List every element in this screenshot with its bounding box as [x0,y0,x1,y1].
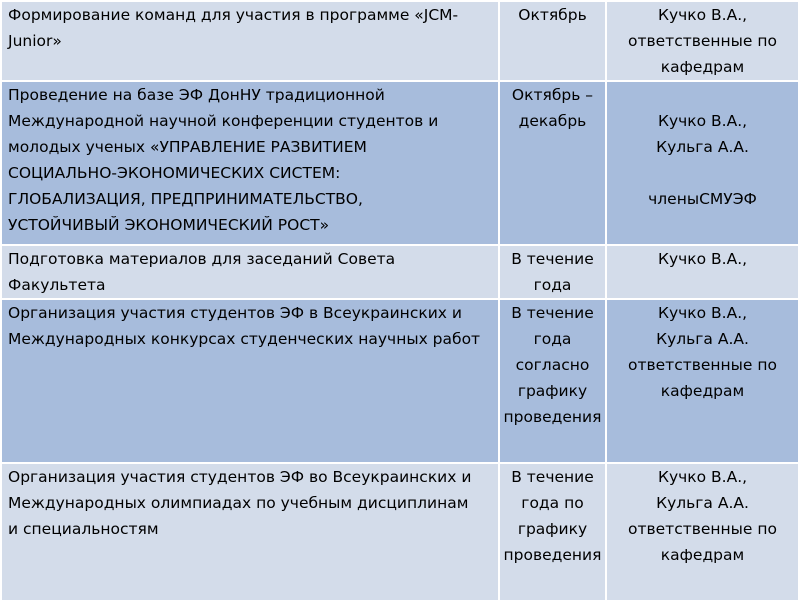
date-line: года [533,330,572,348]
responsible-line: Кучко В.А., [657,112,748,130]
spacer [611,160,794,186]
task-line: молодых ученых «УПРАВЛЕНИЕ РАЗВИТИЕМ [8,138,367,156]
responsible-line: ответственные по [627,356,778,374]
date-cell [499,299,606,463]
responsible-line: Кучко В.А., [657,468,748,486]
task-line: Junior» [8,32,62,50]
date-cell [499,245,606,299]
date-cell [499,1,606,81]
date-line: года по [521,494,584,512]
date-cell [499,81,606,245]
table-row [1,1,799,81]
responsible-cell [606,1,799,81]
date-line: согласно [515,356,590,374]
responsible-line: ответственные по [627,520,778,538]
task-cell [1,245,499,299]
date-line: В течение [511,468,594,486]
task-line: Формирование команд для участия в программе «JCM- [8,6,459,24]
task-line: Международных конкурсах студенческих научных работ [8,330,481,348]
date-line: проведения [503,408,602,426]
task-line: Организация участия студентов ЭФ во Всеукраинских и [8,468,472,486]
responsible-line: ответственные по [627,32,778,50]
task-line: Международных олимпиадах по учебным дисциплинам [8,494,469,512]
date-line: графику [517,520,588,538]
responsible-line: членыСМУЭФ [648,190,757,208]
responsible-line: Кучко В.А., [657,304,748,322]
task-cell [1,463,499,600]
task-line: Подготовка материалов для заседаний Совета [8,250,396,268]
task-line: Международной научной конференции студентов и [8,112,439,130]
task-cell [1,1,499,81]
date-line: Октябрь – [511,86,594,104]
task-line: и специальностям [8,520,159,538]
responsible-line: Кучко В.А., [657,250,748,268]
date-line: В течение [511,250,594,268]
date-line: декабрь [518,112,587,130]
responsible-line: кафедрам [660,58,745,76]
responsible-line: Кульга А.А. [656,494,749,512]
task-line: ГЛОБАЛИЗАЦИЯ, ПРЕДПРИНИМАТЕЛЬСТВО, [8,190,363,208]
responsible-line: Кульга А.А. [656,330,749,348]
date-line: Октябрь [518,6,587,24]
responsible-cell [606,463,799,600]
table-row [1,81,799,245]
responsible-line: кафедрам [660,382,745,400]
task-line: Проведение на базе ЭФ ДонНУ традиционной [8,86,385,104]
date-line: года [533,276,572,294]
date-line: проведения [503,546,602,564]
table-row [1,463,799,600]
responsible-cell [606,245,799,299]
date-line: графику [517,382,588,400]
task-cell [1,299,499,463]
table-row [1,245,799,299]
responsible-line: Кучко В.А., [657,6,748,24]
responsible-cell [606,299,799,463]
task-line: СОЦИАЛЬНО-ЭКОНОМИЧЕСКИХ СИСТЕМ: [8,164,341,182]
task-line: Организация участия студентов ЭФ в Всеукраинских и [8,304,462,322]
responsible-cell [606,81,799,245]
date-line: В течение [511,304,594,322]
task-cell [1,81,499,245]
date-cell [499,463,606,600]
responsible-line: Кульга А.А. [656,138,749,156]
task-line: Факультета [8,276,106,294]
task-line: УСТОЙЧИВЫЙ ЭКОНОМИЧЕСКИЙ РОСТ» [8,216,330,234]
responsible-line: кафедрам [660,546,745,564]
table-row [1,299,799,463]
